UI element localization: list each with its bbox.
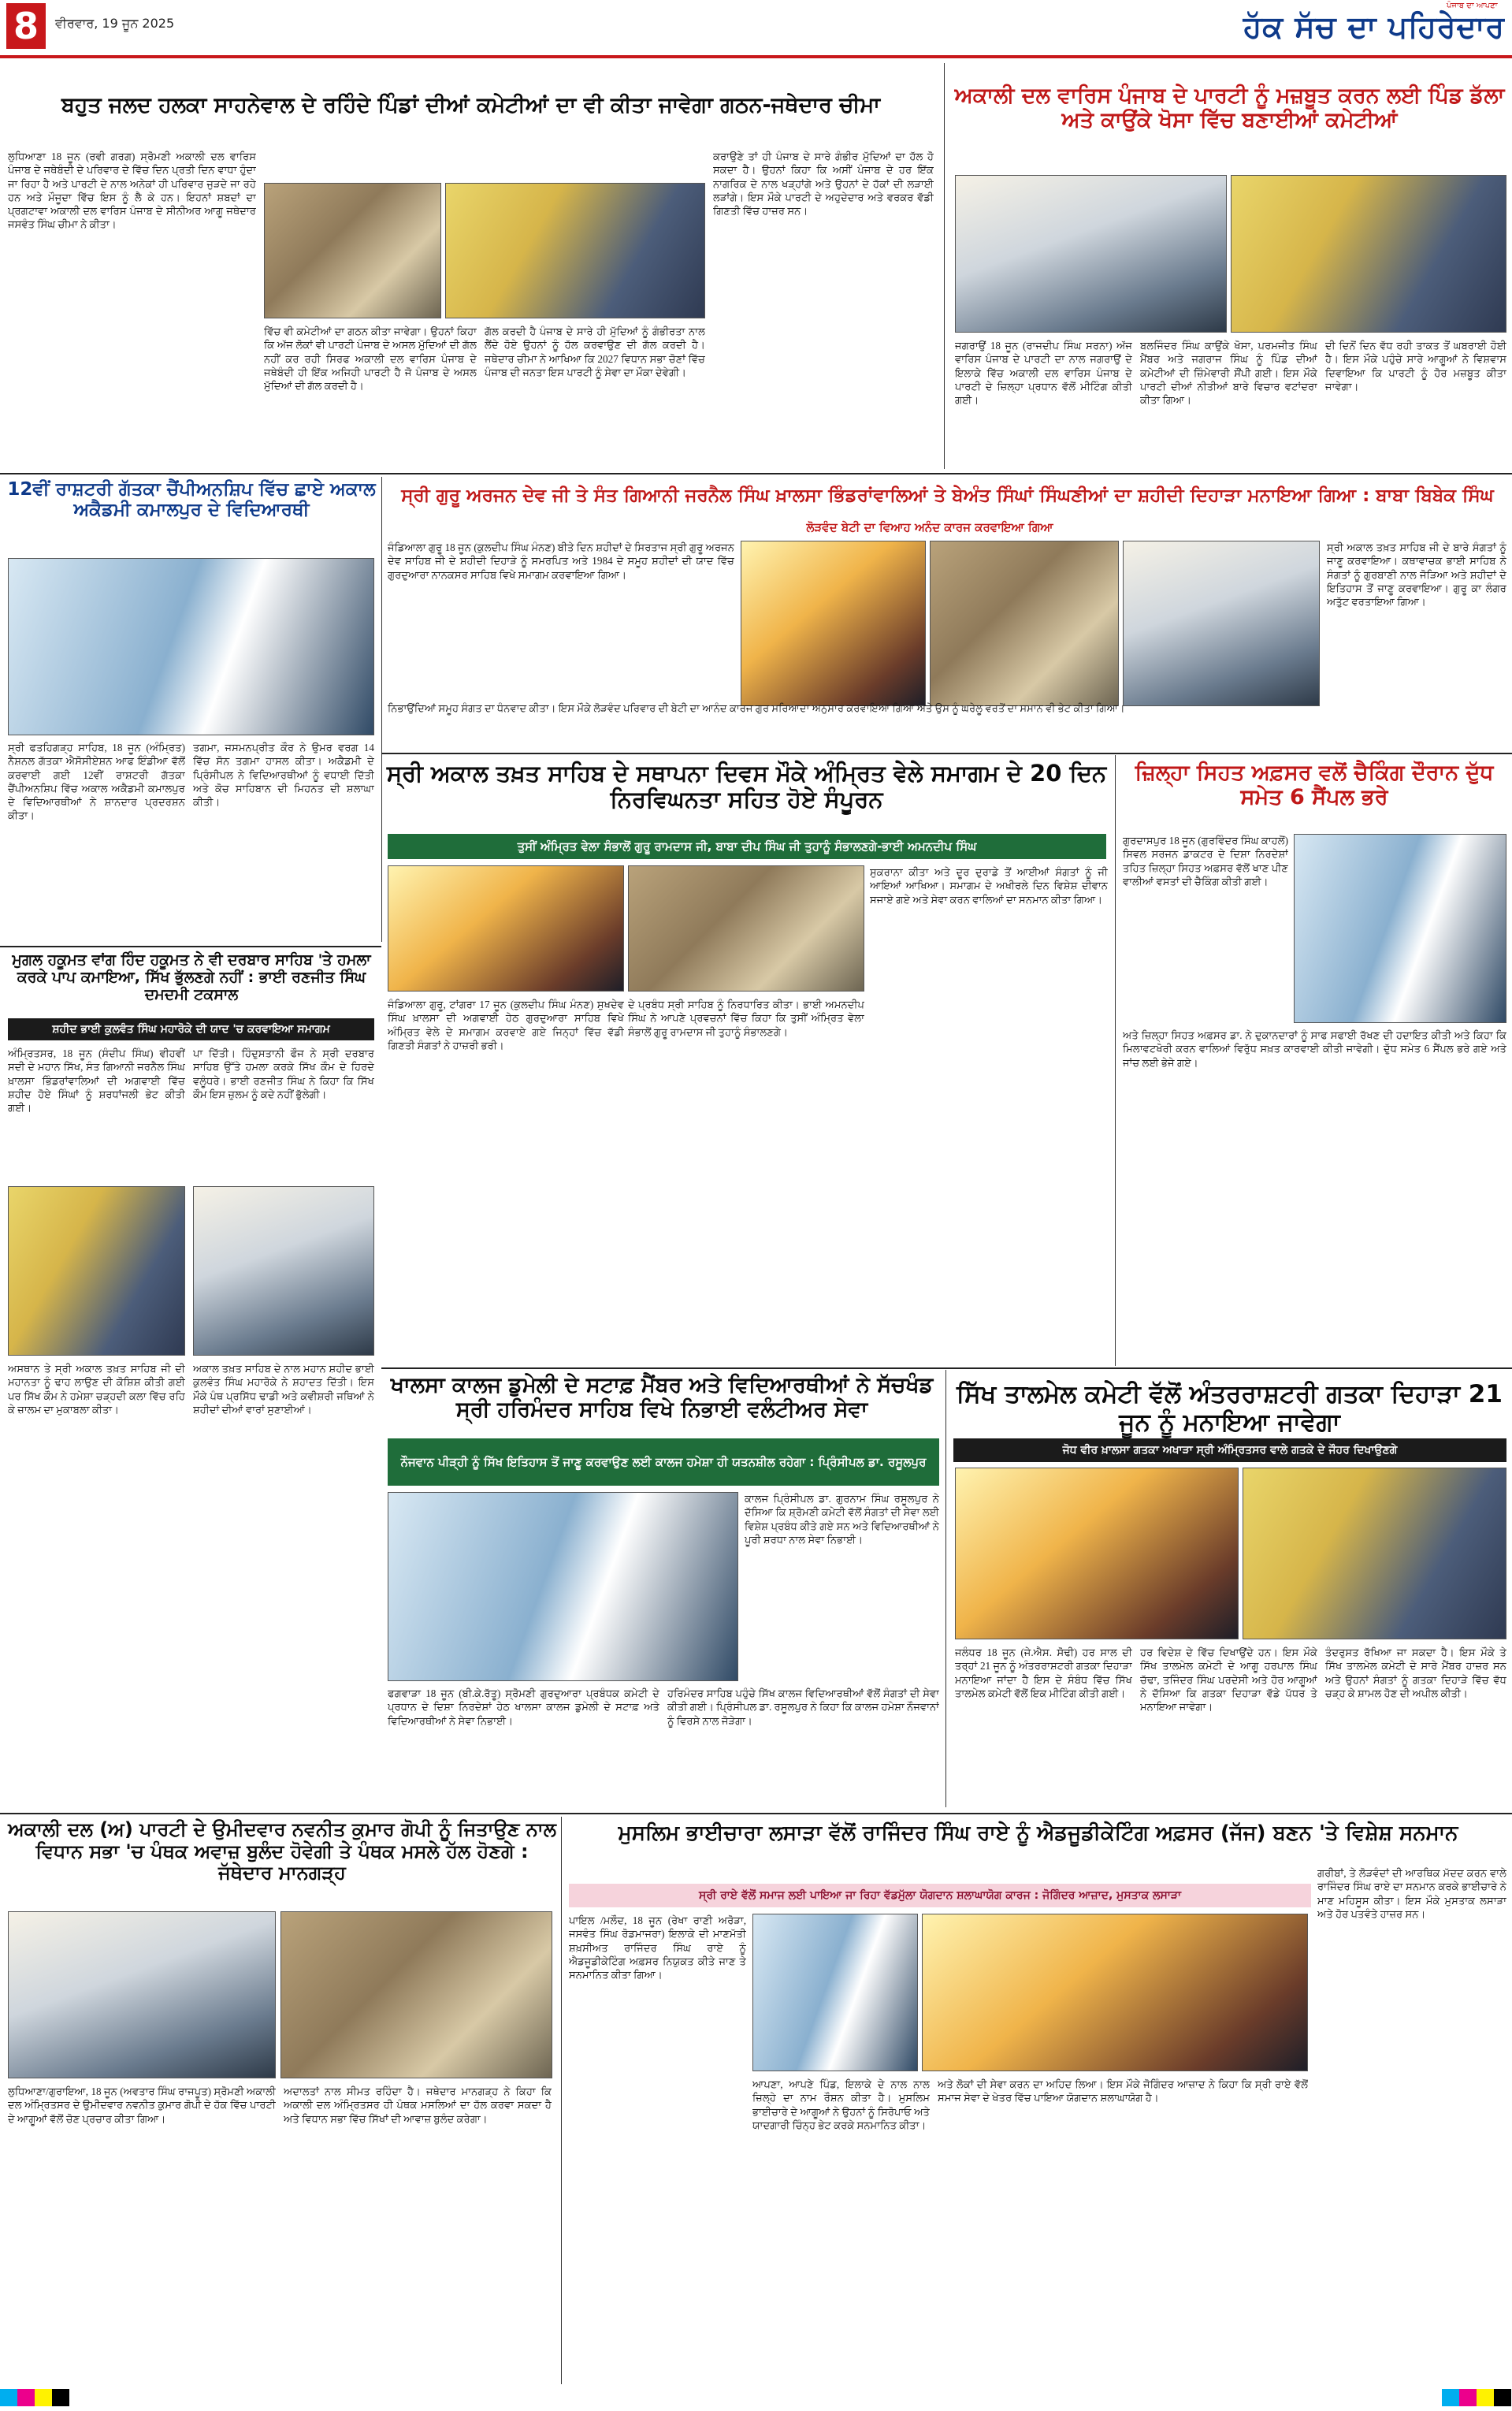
story11-photo-right (922, 1914, 1308, 2071)
story5-subheadline: ਸ਼ਹੀਦ ਭਾਈ ਕੁਲਵੰਤ ਸਿੰਘ ਮਹਾਰੋਕੇ ਦੀ ਯਾਦ 'ਚ ਕਰਵਾਇਆ ਸਮਾਗਮ (8, 1018, 374, 1040)
vrule-top (944, 63, 945, 469)
story6-col3: ਸੁਕਰਾਨਾ ਕੀਤਾ ਅਤੇ ਦੂਰ ਦੁਰਾਡੇ ਤੋਂ ਆਈਆਂ ਸੰਗਤਾਂ ਨੂੰ ਜੀ ਆਇਆਂ ਆਖਿਆ। ਸਮਾਗਮ ਦੇ ਅਖੀਰਲੇ ਦਿਨ ਵਿਸ਼ੇਸ਼ ਦੀਵਾਨ ਸਜਾਏ ਗਏ ਅਤੇ ਸੇਵਾ ਕਰਨ ਵਾਲਿਆਂ ਦਾ ਸਨਮਾਨ ਕੀਤਾ ਗਿਆ। (870, 866, 1108, 906)
story8-col1: ਫਗਵਾੜਾ 18 ਜੂਨ (ਬੀ.ਕੇ.ਰੱਤੂ) ਸ੍ਰੋਮਣੀ ਗੁਰਦੁਆਰਾ ਪ੍ਰਬੰਧਕ ਕਮੇਟੀ ਦੇ ਪ੍ਰਧਾਨ ਦੇ ਦਿਸ਼ਾ ਨਿਰਦੇਸ਼ਾਂ ਹੇਠ ਖਾਲਸਾ ਕਾਲਜ ਡੁਮੇਲੀ ਦੇ ਸਟਾਫ਼ ਅਤੇ ਵਿਦਿਆਰਥੀਆਂ ਨੇ ਸੇਵਾ ਨਿਭਾਈ। (388, 1687, 659, 1727)
story10-photo-left (8, 1911, 276, 2078)
story1-col4: ਕਰਾਉਣੇ ਤਾਂ ਹੀ ਪੰਜਾਬ ਦੇ ਸਾਰੇ ਗੰਭੀਰ ਮੁੱਦਿਆਂ ਦਾ ਹੱਲ ਹੋ ਸਕਦਾ ਹੈ। ਉਹਨਾਂ ਕਿਹਾ ਕਿ ਅਸੀਂ ਪੰਜਾਬ ਦੇ ਹਰ ਇੱਕ ਨਾਗਰਿਕ ਦੇ ਨਾਲ ਖੜ੍ਹਾਂਗੇ ਅਤੇ ਉਹਨਾਂ ਦੇ ਹੱਕਾਂ ਦੀ ਲੜਾਈ ਲੜਾਂਗੇ। ਇਸ ਮੌਕੇ ਪਾਰਟੀ ਦੇ ਅਹੁਦੇਦਾਰ ਅਤੇ ਵਰਕਰ ਵੱਡੀ ਗਿਣਤੀ ਵਿੱਚ ਹਾਜ਼ਰ ਸਨ। (713, 151, 934, 218)
story1-col1: ਲੁਧਿਆਣਾ 18 ਜੂਨ (ਰਵੀ ਗਰਗ) ਸ੍ਰੋਮਣੀ ਅਕਾਲੀ ਦਲ ਵਾਰਿਸ ਪੰਜਾਬ ਦੇ ਜਥੇਬੰਦੀ ਦੇ ਪਰਿਵਾਰ ਦੇ ਵਿੱਚ ਦਿਨ ਪ੍ਰਤੀ ਦਿਨ ਵਾਧਾ ਹੁੰਦਾ ਜਾ ਰਿਹਾ ਹੈ ਅਤੇ ਪਾਰਟੀ ਦੇ ਨਾਲ ਅਨੇਕਾਂ ਹੀ ਪਰਿਵਾਰ ਜੁੜਦੇ ਜਾ ਰਹੇ ਹਨ ਅਤੇ ਮੌਜੂਦਾ ਵਿੱਚ ਇਸ ਨੂੰ ਲੈ ਕੇ ਹਨ। ਇਹਨਾਂ ਸ਼ਬਦਾਂ ਦਾ ਪ੍ਰਗਟਾਵਾ ਅਕਾਲੀ ਦਲ ਵਾਰਿਸ ਪੰਜਾਬ ਦੇ ਸੀਨੀਅਰ ਆਗੂ ਜਥੇਦਾਰ ਜਸਵੰਤ ਸਿੰਘ ਚੀਮਾ ਨੇ ਕੀਤਾ। (8, 151, 256, 231)
masthead (0, 0, 1512, 55)
story2-col1: ਜਗਰਾਉਂ 18 ਜੂਨ (ਰਾਜਦੀਪ ਸਿੰਘ ਸਰਨਾ) ਅੱਜ ਵਾਰਿਸ ਪੰਜਾਬ ਦੇ ਪਾਰਟੀ ਦਾ ਨਾਲ ਜਗਰਾਉਂ ਦੇ ਇਲਾਕੇ ਵਿੱਚ ਅਕਾਲੀ ਦਲ ਵਾਰਿਸ ਪੰਜਾਬ ਦੇ ਪਾਰਟੀ ਦੇ ਜ਼ਿਲ੍ਹਾ ਪ੍ਰਧਾਨ ਵੱਲੋਂ ਮੀਟਿੰਗ ਕੀਤੀ ਗਈ। (955, 340, 1132, 407)
story5-col3: ਅਸਥਾਨ ਤੇ ਸ੍ਰੀ ਅਕਾਲ ਤਖ਼ਤ ਸਾਹਿਬ ਜੀ ਦੀ ਮਹਾਨਤਾ ਨੂੰ ਢਾਹ ਲਾਉਣ ਦੀ ਕੋਸ਼ਿਸ਼ ਕੀਤੀ ਗਈ ਪਰ ਸਿੱਖ ਕੌਮ ਨੇ ਹਮੇਸ਼ਾ ਚੜ੍ਹਦੀ ਕਲਾ ਵਿੱਚ ਰਹਿ ਕੇ ਜ਼ਾਲਮ ਦਾ ਮੁਕਾਬਲਾ ਕੀਤਾ। (8, 1363, 185, 1416)
story10-col2: ਅਦਾਲਤਾਂ ਨਾਲ ਸੀਮਤ ਰਹਿੰਦਾ ਹੈ। ਜਥੇਦਾਰ ਮਾਨਗੜ੍ਹ ਨੇ ਕਿਹਾ ਕਿ ਅਕਾਲੀ ਦਲ ਅੰਮ੍ਰਿਤਸਰ ਹੀ ਪੰਥਕ ਮਸਲਿਆਂ ਦਾ ਹੱਲ ਕਰਵਾ ਸਕਦਾ ਹੈ ਅਤੇ ਵਿਧਾਨ ਸਭਾ ਵਿੱਚ ਸਿੱਖਾਂ ਦੀ ਆਵਾਜ਼ ਬੁਲੰਦ ਕਰੇਗਾ। (284, 2085, 552, 2125)
story5-headline: ਮੁਗਲ ਹਕੂਮਤ ਵਾਂਗ ਹਿੰਦ ਹਕੂਮਤ ਨੇ ਵੀ ਦਰਬਾਰ ਸਾਹਿਬ 'ਤੇ ਹਮਲਾ ਕਰਕੇ ਪਾਪ ਕਮਾਇਆ, ਸਿੱਖ ਭੁੱਲਣਗੇ ਨਹੀਂ : ਭਾਈ ਰਣਜੀਤ ਸਿੰਘ ਦਮਦਮੀ ਟਕਸਾਲ (12, 951, 371, 1003)
story3-photo (8, 558, 374, 735)
story4-photo-2 (930, 541, 1119, 706)
story11-col2: ਆਪਣਾ, ਆਪਣੇ ਪਿੰਡ, ਇਲਾਕੇ ਦੇ ਨਾਲ ਨਾਲ ਜ਼ਿਲ੍ਹੇ ਦਾ ਨਾਮ ਰੌਸ਼ਨ ਕੀਤਾ ਹੈ। ਮੁਸਲਿਮ ਭਾਈਚਾਰੇ ਦੇ ਆਗੂਆਂ ਨੇ ਉਹਨਾਂ ਨੂੰ ਸਿਰੋਪਾਓ ਅਤੇ ਯਾਦਗਾਰੀ ਚਿੰਨ੍ਹ ਭੇਟ ਕਰਕੇ ਸਨਮਾਨਿਤ ਕੀਤਾ। (752, 2078, 930, 2131)
story8-photo (388, 1492, 738, 1681)
story4-photo-1 (741, 541, 926, 706)
story4-subheadline: ਲੋੜਵੰਦ ਬੇਟੀ ਦਾ ਵਿਆਹ ਅਨੰਦ ਕਾਰਜ ਕਰਵਾਇਆ ਗਿਆ (806, 520, 1053, 534)
story3-col1: ਸ੍ਰੀ ਫਤਹਿਗੜ੍ਹ ਸਾਹਿਬ, 18 ਜੂਨ (ਅੰਮ੍ਰਿਤ) ਨੈਸ਼ਨਲ ਗੱਤਕਾ ਐਸੋਸੀਏਸ਼ਨ ਆਫ ਇੰਡੀਆ ਵੱਲੋਂ ਕਰਵਾਈ ਗਈ 12ਵੀਂ ਰਾਸ਼ਟਰੀ ਗੱਤਕਾ ਚੈਂਪੀਅਨਸ਼ਿਪ ਵਿੱਚ ਅਕਾਲ ਅਕੈਡਮੀ ਕਮਾਲਪੁਰ ਦੇ ਵਿਦਿਆਰਥੀਆਂ ਨੇ ਸ਼ਾਨਦਾਰ ਪ੍ਰਦਰਸ਼ਨ ਕੀਤਾ। (8, 742, 185, 822)
story7-col2: ਅਤੇ ਜ਼ਿਲ੍ਹਾ ਸਿਹਤ ਅਫ਼ਸਰ ਡਾ. ਨੇ ਦੁਕਾਨਦਾਰਾਂ ਨੂੰ ਸਾਫ ਸਫਾਈ ਰੱਖਣ ਦੀ ਹਦਾਇਤ ਕੀਤੀ ਅਤੇ ਕਿਹਾ ਕਿ ਮਿਲਾਵਟਖੋਰੀ ਕਰਨ ਵਾਲਿਆਂ ਵਿਰੁੱਧ ਸਖ਼ਤ ਕਾਰਵਾਈ ਕੀਤੀ ਜਾਵੇਗੀ। ਦੁੱਧ ਸਮੇਤ 6 ਸੈਂਪਲ ਭਰੇ ਗਏ ਅਤੇ ਜਾਂਚ ਲਈ ਭੇਜੇ ਗਏ। (1123, 1029, 1506, 1069)
story3-headline: 12ਵੀਂ ਰਾਸ਼ਟਰੀ ਗੱਤਕਾ ਚੈਂਪੀਅਨਸ਼ਿਪ ਵਿੱਚ ਛਾਏ ਅਕਾਲ ਅਕੈਡਮੀ ਕਮਾਲਪੁਰ ਦੇ ਵਿਦਿਆਰਥੀ (7, 479, 376, 521)
story4-photo-3 (1123, 541, 1320, 706)
issue-date: ਵੀਰਵਾਰ, 19 ਜੂਨ 2025 (55, 16, 175, 31)
story1-headline: ਬਹੁਤ ਜਲਦ ਹਲਕਾ ਸਾਹਨੇਵਾਲ ਦੇ ਰਹਿੰਦੇ ਪਿੰਡਾਂ ਦੀਆਂ ਕਮੇਟੀਆਂ ਦਾ ਵੀ ਕੀਤਾ ਜਾਵੇਗਾ ਗਠਨ-ਜਥੇਦਾਰ ਚੀਮਾ (61, 93, 881, 117)
story10-photo-right (280, 1911, 552, 2078)
story9-photo-left (955, 1468, 1239, 1639)
story8-headline: ਖਾਲਸਾ ਕਾਲਜ ਡੁਮੇਲੀ ਦੇ ਸਟਾਫ਼ ਮੈਂਬਰ ਅਤੇ ਵਿਦਿਆਰਥੀਆਂ ਨੇ ਸੱਚਖੰਡ ਸ੍ਰੀ ਹਰਿਮੰਦਰ ਸਾਹਿਬ ਵਿਖੇ ਨਿਭਾਈ ਵਲੰਟੀਅਰ ਸੇਵਾ (390, 1373, 934, 1423)
story4-col1: ਜੰਡਿਆਲਾ ਗੁਰੂ 18 ਜੂਨ (ਕੁਲਦੀਪ ਸਿੰਘ ਮੰਨਣ) ਬੀਤੇ ਦਿਨ ਸ਼ਹੀਦਾਂ ਦੇ ਸਿਰਤਾਜ ਸ੍ਰੀ ਗੁਰੂ ਅਰਜਨ ਦੇਵ ਸਾਹਿਬ ਜੀ ਦੇ ਸ਼ਹੀਦੀ ਦਿਹਾੜੇ ਨੂੰ ਸਮਰਪਿਤ ਅਤੇ 1984 ਦੇ ਸਮੂਹ ਸ਼ਹੀਦਾਂ ਦੀ ਯਾਦ ਵਿੱਚ ਗੁਰਦੁਆਰਾ ਨਾਨਕਸਰ ਸਾਹਿਬ ਵਿਖੇ ਸਮਾਗਮ ਕਰਵਾਇਆ ਗਿਆ। (388, 541, 734, 581)
vrule-mid (1115, 755, 1116, 1366)
hrule-3 (0, 946, 381, 947)
story11-subheadline: ਸ੍ਰੀ ਰਾਏ ਵੱਲੋਂ ਸਮਾਜ ਲਈ ਪਾਇਆ ਜਾ ਰਿਹਾ ਵੱਡਮੁੱਲਾ ਯੋਗਦਾਨ ਸ਼ਲਾਘਾਯੋਗ ਕਾਰਜ : ਜੋਗਿੰਦਰ ਆਜ਼ਾਦ, ਮੁਸਤਾਕ ਲਸਾੜਾ (569, 1884, 1311, 1907)
story9-headline: ਸਿੱਖ ਤਾਲਮੇਲ ਕਮੇਟੀ ਵੱਲੋਂ ਅੰਤਰਰਾਸ਼ਟਰੀ ਗਤਕਾ ਦਿਹਾੜਾ 21 ਜੂਨ ਨੂੰ ਮਨਾਇਆ ਜਾਵੇਗਾ (957, 1380, 1503, 1437)
masthead-rule (0, 55, 1512, 58)
story10-col1: ਲੁਧਿਆਣਾ/ਗੁਰਾਇਆ, 18 ਜੂਨ (ਅਵਤਾਰ ਸਿੰਘ ਰਾਜਪੂਤ) ਸ੍ਰੋਮਣੀ ਅਕਾਲੀ ਦਲ ਅੰਮ੍ਰਿਤਸਰ ਦੇ ਉਮੀਦਵਾਰ ਨਵਨੀਤ ਕੁਮਾਰ ਗੋਪੀ ਦੇ ਹੱਕ ਵਿੱਚ ਪਾਰਟੀ ਦੇ ਆਗੂਆਂ ਵੱਲੋਂ ਚੋਣ ਪ੍ਰਚਾਰ ਕੀਤਾ ਗਿਆ। (8, 2085, 276, 2125)
story11-col3: ਅਤੇ ਲੋਕਾਂ ਦੀ ਸੇਵਾ ਕਰਨ ਦਾ ਅਹਿਦ ਲਿਆ। ਇਸ ਮੌਕੇ ਜੋਗਿੰਦਰ ਆਜ਼ਾਦ ਨੇ ਕਿਹਾ ਕਿ ਸ੍ਰੀ ਰਾਏ ਵੱਲੋਂ ਸਮਾਜ ਸੇਵਾ ਦੇ ਖੇਤਰ ਵਿੱਚ ਪਾਇਆ ਯੋਗਦਾਨ ਸ਼ਲਾਘਾਯੋਗ ਹੈ। (938, 2078, 1308, 2104)
story10-headline: ਅਕਾਲੀ ਦਲ (ਅ) ਪਾਰਟੀ ਦੇ ਉਮੀਦਵਾਰ ਨਵਨੀਤ ਕੁਮਾਰ ਗੋਪੀ ਨੂੰ ਜਿਤਾਉਣ ਨਾਲ ਵਿਧਾਨ ਸਭਾ 'ਚ ਪੰਥਕ ਅਵਾਜ਼ ਬੁਲੰਦ ਹੋਵੇਗੀ ਤੇ ਪੰਥਕ ਮਸਲੇ ਹੱਲ ਹੋਣਗੇ : ਜੱਥੇਦਾਰ ਮਾਨਗੜ੍ਹ (8, 1818, 556, 1885)
story6-photo-2 (628, 865, 864, 992)
story8-col3: ਕਾਲਜ ਪ੍ਰਿੰਸੀਪਲ ਡਾ. ਗੁਰਨਾਮ ਸਿੰਘ ਰਸੂਲਪੁਰ ਨੇ ਦੱਸਿਆ ਕਿ ਸ਼੍ਰੋਮਣੀ ਕਮੇਟੀ ਵੱਲੋਂ ਸੰਗਤਾਂ ਦੀ ਸੇਵਾ ਲਈ ਵਿਸ਼ੇਸ਼ ਪ੍ਰਬੰਧ ਕੀਤੇ ਗਏ ਸਨ ਅਤੇ ਵਿਦਿਆਰਥੀਆਂ ਨੇ ਪੂਰੀ ਸ਼ਰਧਾ ਨਾਲ ਸੇਵਾ ਨਿਭਾਈ। (745, 1493, 939, 1546)
story11-col1: ਪਾਇਲ /ਮਲੌਦ, 18 ਜੂਨ (ਰੇਖਾ ਰਾਣੀ ਅਰੋੜਾ, ਜਸਵੰਤ ਸਿੰਘ ਰੋਡਮਾਜਰਾ) ਇਲਾਕੇ ਦੀ ਮਾਣਮੱਤੀ ਸ਼ਖ਼ਸੀਅਤ ਰਾਜਿੰਦਰ ਸਿੰਘ ਰਾਏ ਨੂੰ ਐਡਜੂਡੀਕੇਟਿੰਗ ਅਫ਼ਸਰ ਨਿਯੁਕਤ ਕੀਤੇ ਜਾਣ ਤੇ ਸਨਮਾਨਿਤ ਕੀਤਾ ਗਿਆ। (569, 1914, 746, 1981)
hrule-2 (381, 753, 1512, 754)
story8-subheadline: ਨੌਜਵਾਨ ਪੀੜ੍ਹੀ ਨੂੰ ਸਿੱਖ ਇਤਿਹਾਸ ਤੋਂ ਜਾਣੂ ਕਰਵਾਉਣ ਲਈ ਕਾਲਜ ਹਮੇਸ਼ਾ ਹੀ ਯਤਨਸ਼ੀਲ ਰਹੇਗਾ : ਪ੍ਰਿੰਸੀਪਲ ਡਾ. ਰਸੂਲਪੁਰ (388, 1438, 939, 1486)
story11-col4: ਗਰੀਬਾਂ, ਤੇ ਲੋੜਵੰਦਾਂ ਦੀ ਆਰਥਿਕ ਮੱਦਦ ਕਰਨ ਵਾਲੇ ਰਾਜਿੰਦਰ ਸਿੰਘ ਰਾਏ ਦਾ ਸਨਮਾਨ ਕਰਕੇ ਭਾਈਚਾਰੇ ਨੇ ਮਾਣ ਮਹਿਸੂਸ ਕੀਤਾ। ਇਸ ਮੌਕੇ ਮੁਸਤਾਕ ਲਸਾੜਾ ਅਤੇ ਹੋਰ ਪਤਵੰਤੇ ਹਾਜ਼ਰ ਸਨ। (1317, 1867, 1506, 1920)
story2-headline: ਅਕਾਲੀ ਦਲ ਵਾਰਿਸ ਪੰਜਾਬ ਦੇ ਪਾਰਟੀ ਨੂੰ ਮਜ਼ਬੂਤ ਕਰਨ ਲਈ ਪਿੰਡ ਡੱਲਾ ਅਤੇ ਕਾਉਂਕੇ ਖੋਸਾ ਵਿੱਚ ਬਣਾਈਆਂ ਕਮੇਟੀਆਂ (954, 84, 1505, 133)
page-number: 8 (6, 3, 46, 49)
story7-photo (1294, 834, 1506, 1023)
story1-col2: ਵਿੱਚ ਵੀ ਕਮੇਟੀਆਂ ਦਾ ਗਠਨ ਕੀਤਾ ਜਾਵੇਗਾ। ਉਹਨਾਂ ਕਿਹਾ ਕਿ ਅੱਜ ਲੋਕਾਂ ਵੀ ਪਾਰਟੀ ਪੰਜਾਬ ਦੇ ਅਸਲ ਮੁੱਦਿਆਂ ਦੀ ਗੱਲ ਨਹੀਂ ਕਰ ਰਹੀ ਸਿਰਫ ਅਕਾਲੀ ਦਲ ਵਾਰਿਸ ਪੰਜਾਬ ਦੇ ਜਥੇਬੰਦੀ ਹੀ ਇੱਕ ਅਜਿਹੀ ਪਾਰਟੀ ਹੈ ਜੋ ਪੰਜਾਬ ਦੇ ਅਸਲ ਮੁੱਦਿਆਂ ਦੀ ਗੱਲ ਕਰਦੀ ਹੈ। (264, 326, 477, 393)
story4-col3: ਸ੍ਰੀ ਅਕਾਲ ਤਖ਼ਤ ਸਾਹਿਬ ਜੀ ਦੇ ਬਾਰੇ ਸੰਗਤਾਂ ਨੂੰ ਜਾਣੂ ਕਰਵਾਇਆ। ਕਥਾਵਾਚਕ ਭਾਈ ਸਾਹਿਬ ਨੇ ਸੰਗਤਾਂ ਨੂੰ ਗੁਰਬਾਣੀ ਨਾਲ ਜੋੜਿਆ ਅਤੇ ਸ਼ਹੀਦਾਂ ਦੇ ਇਤਿਹਾਸ ਤੋਂ ਜਾਣੂ ਕਰਵਾਇਆ। ਗੁਰੂ ਕਾ ਲੰਗਰ ਅਤੁੱਟ ਵਰਤਾਇਆ ਗਿਆ। (1327, 541, 1506, 608)
story4-headline: ਸ੍ਰੀ ਗੁਰੂ ਅਰਜਨ ਦੇਵ ਜੀ ਤੇ ਸੰਤ ਗਿਆਨੀ ਜਰਨੈਲ ਸਿੰਘ ਖ਼ਾਲਸਾ ਭਿੰਡਰਾਂਵਾਲਿਆਂ ਤੇ ਬੇਅੰਤ ਸਿੰਘਾਂ ਸਿੰਘਣੀਆਂ ਦਾ ਸ਼ਹੀਦੀ ਦਿਹਾੜਾ ਮਨਾਇਆ ਗਿਆ : ਬਾਬਾ ਬਿਬੇਕ ਸਿੰਘ (401, 486, 1494, 506)
story6-col1: ਜੰਡਿਆਲਾ ਗੁਰੂ, ਟਾਂਗਰਾ 17 ਜੂਨ (ਕੁਲਦੀਪ ਸਿੰਘ ਮੰਨਣ) ਸੁਖਦੇਵ ਸਿੰਘ ਖ਼ਾਲਸਾ ਦੀ ਅਗਵਾਈ ਹੇਠ ਗੁਰਦੁਆਰਾ ਸਾਹਿਬ ਵਿਖੇ ਅੰਮ੍ਰਿਤ ਵੇਲੇ ਦੇ ਸਮਾਗਮ ਕਰਵਾਏ ਗਏ ਜਿਨ੍ਹਾਂ ਵਿੱਚ ਵੱਡੀ ਗਿਣਤੀ ਸੰਗਤਾਂ ਨੇ ਹਾਜ਼ਰੀ ਭਰੀ। (388, 999, 624, 1051)
story9-subheadline: ਜੋਧ ਵੀਰ ਖ਼ਾਲਸਾ ਗਤਕਾ ਅਖਾੜਾ ਸ੍ਰੀ ਅੰਮ੍ਰਿਤਸਰ ਵਾਲੇ ਗਤਕੇ ਦੇ ਜੌਹਰ ਦਿਖਾਉਣਗੇ (953, 1438, 1506, 1462)
story5-col1: ਅੰਮ੍ਰਿਤਸਰ, 18 ਜੂਨ (ਸੰਦੀਪ ਸਿੰਘ) ਵੀਹਵੀਂ ਸਦੀ ਦੇ ਮਹਾਨ ਸਿੱਖ, ਸੰਤ ਗਿਆਨੀ ਜਰਨੈਲ ਸਿੰਘ ਖ਼ਾਲਸਾ ਭਿੰਡਰਾਂਵਾਲਿਆਂ ਦੀ ਅਗਵਾਈ ਵਿੱਚ ਸ਼ਹੀਦ ਹੋਏ ਸਿੰਘਾਂ ਨੂੰ ਸ਼ਰਧਾਂਜਲੀ ਭੇਟ ਕੀਤੀ ਗਈ। (8, 1047, 185, 1114)
story11-headline: ਮੁਸਲਿਮ ਭਾਈਚਾਰਾ ਲਸਾੜਾ ਵੱਲੋਂ ਰਾਜਿੰਦਰ ਸਿੰਘ ਰਾਏ ਨੂੰ ਐਡਜੂਡੀਕੇਟਿੰਗ ਅਫ਼ਸਰ (ਜੱਜ) ਬਣਨ 'ਤੇ ਵਿਸ਼ੇਸ਼ ਸਨਮਾਨ (618, 1821, 1458, 1845)
vrule-left (381, 477, 382, 942)
story2-photo-right (1231, 175, 1506, 333)
story7-col1: ਗੁਰਦਾਸਪੁਰ 18 ਜੂਨ (ਗੁਰਵਿੰਦਰ ਸਿੰਘ ਕਾਹਲੋਂ) ਸਿਵਲ ਸਰਜਨ ਡਾਕਟਰ ਦੇ ਦਿਸ਼ਾ ਨਿਰਦੇਸ਼ਾਂ ਤਹਿਤ ਜ਼ਿਲ੍ਹਾ ਸਿਹਤ ਅਫ਼ਸਰ ਵੱਲੋਂ ਖਾਣ ਪੀਣ ਵਾਲੀਆਂ ਵਸਤਾਂ ਦੀ ਚੈਕਿੰਗ ਕੀਤੀ ਗਈ। (1123, 835, 1288, 887)
story11-photo-left (752, 1914, 918, 2071)
story5-photo-right (193, 1186, 374, 1356)
brand-tagline: ਪੰਜਾਬ ਦਾ ਆਪਣਾ (1447, 2, 1498, 10)
story9-col3: ਤੰਦਰੁਸਤ ਰੱਖਿਆ ਜਾ ਸਕਦਾ ਹੈ। ਇਸ ਮੌਕੇ ਤੇ ਸਿੱਖ ਤਾਲਮੇਲ ਕਮੇਟੀ ਦੇ ਸਾਰੇ ਮੈਂਬਰ ਹਾਜ਼ਰ ਸਨ ਅਤੇ ਉਹਨਾਂ ਸੰਗਤਾਂ ਨੂੰ ਗਤਕਾ ਦਿਹਾੜੇ ਵਿੱਚ ਵੱਧ ਚੜ੍ਹ ਕੇ ਸ਼ਾਮਲ ਹੋਣ ਦੀ ਅਪੀਲ ਕੀਤੀ। (1325, 1646, 1506, 1699)
story1-photo-left (264, 183, 441, 318)
story3-col2: ਤਗਮਾ, ਜਸਮਨਪ੍ਰੀਤ ਕੌਰ ਨੇ ਉਮਰ ਵਰਗ 14 ਵਿੱਚ ਸੋਨ ਤਗਮਾ ਹਾਸਲ ਕੀਤਾ। ਅਕੈਡਮੀ ਦੇ ਪ੍ਰਿੰਸੀਪਲ ਨੇ ਵਿਦਿਆਰਥੀਆਂ ਨੂੰ ਵਧਾਈ ਦਿੱਤੀ ਅਤੇ ਕੋਚ ਸਾਹਿਬਾਨ ਦੀ ਮਿਹਨਤ ਦੀ ਸ਼ਲਾਘਾ ਕੀਤੀ। (193, 742, 374, 809)
story9-photo-right (1243, 1468, 1506, 1639)
story2-col3: ਦੀ ਦਿਨੋਂ ਦਿਨ ਵੱਧ ਰਹੀ ਤਾਕਤ ਤੋਂ ਘਬਰਾਈ ਹੋਈ ਹੈ। ਇਸ ਮੌਕੇ ਪਹੁੰਚੇ ਸਾਰੇ ਆਗੂਆਂ ਨੇ ਵਿਸ਼ਵਾਸ ਦਿਵਾਇਆ ਕਿ ਪਾਰਟੀ ਨੂੰ ਹੋਰ ਮਜ਼ਬੂਤ ਕੀਤਾ ਜਾਵੇਗਾ। (1325, 340, 1506, 393)
story6-col2: ਦੇ ਪ੍ਰਬੰਧ ਸ੍ਰੀ ਸਾਹਿਬ ਨੂੰ ਨਿਰਧਾਰਿਤ ਕੀਤਾ। ਭਾਈ ਅਮਨਦੀਪ ਸਿੰਘ ਨੇ ਆਪਣੇ ਪ੍ਰਵਚਨਾਂ ਵਿੱਚ ਕਿਹਾ ਕਿ ਤੁਸੀਂ ਅੰਮ੍ਰਿਤ ਵੇਲਾ ਸੰਭਾਲੋਂ ਗੁਰੂ ਰਾਮਦਾਸ ਜੀ ਤੁਹਾਨੂੰ ਸੰਭਾਲਣਗੇ। (628, 999, 864, 1038)
brand-logo: ਹੱਕ ਸੱਚ ਦਾ ਪਹਿਰੇਦਾਰ (1243, 9, 1505, 44)
story6-photo-1 (388, 865, 624, 992)
story9-col1: ਜਲੰਧਰ 18 ਜੂਨ (ਜੇ.ਐਸ. ਸੋਢੀ) ਹਰ ਸਾਲ ਦੀ ਤਰ੍ਹਾਂ 21 ਜੂਨ ਨੂੰ ਅੰਤਰਰਾਸ਼ਟਰੀ ਗਤਕਾ ਦਿਹਾੜਾ ਮਨਾਇਆ ਜਾਂਦਾ ਹੈ ਇਸ ਦੇ ਸੰਬੰਧ ਵਿੱਚ ਸਿੱਖ ਤਾਲਮੇਲ ਕਮੇਟੀ ਵੱਲੋਂ ਇਕ ਮੀਟਿੰਗ ਕੀਤੀ ਗਈ। (955, 1646, 1132, 1699)
story5-col2: ਪਾ ਦਿੱਤੀ। ਹਿੰਦੁਸਤਾਨੀ ਫੌਜ ਨੇ ਸ੍ਰੀ ਦਰਬਾਰ ਸਾਹਿਬ ਉੱਤੇ ਹਮਲਾ ਕਰਕੇ ਸਿੱਖ ਕੌਮ ਦੇ ਹਿਰਦੇ ਵਲੂੰਧਰੇ। ਭਾਈ ਰਣਜੀਤ ਸਿੰਘ ਨੇ ਕਿਹਾ ਕਿ ਸਿੱਖ ਕੌਮ ਇਸ ਜ਼ੁਲਮ ਨੂੰ ਕਦੇ ਨਹੀਂ ਭੁੱਲੇਗੀ। (193, 1047, 374, 1100)
hrule-1 (0, 473, 1512, 474)
color-calibration-strip-right (1442, 2389, 1511, 2406)
hrule-4 (381, 1367, 1512, 1369)
story1-col3: ਗੱਲ ਕਰਦੀ ਹੈ ਪੰਜਾਬ ਦੇ ਸਾਰੇ ਹੀ ਮੁੱਦਿਆਂ ਨੂੰ ਗੰਭੀਰਤਾ ਨਾਲ ਲੈਂਦੇ ਹੋਏ ਉਹਨਾਂ ਨੂੰ ਹੱਲ ਕਰਵਾਉਣ ਦੀ ਗੱਲ ਕਰਦੀ ਹੈ। ਜਥੇਦਾਰ ਚੀਮਾ ਨੇ ਆਖਿਆ ਕਿ 2027 ਵਿਧਾਨ ਸਭਾ ਚੋਣਾਂ ਵਿੱਚ ਪੰਜਾਬ ਦੀ ਜਨਤਾ ਇਸ ਪਾਰਟੀ ਨੂੰ ਸੇਵਾ ਦਾ ਮੌਕਾ ਦੇਵੇਗੀ। (485, 326, 705, 378)
story1-photo-right (445, 183, 705, 318)
story6-subheadline: ਤੁਸੀਂ ਅੰਮ੍ਰਿਤ ਵੇਲਾ ਸੰਭਾਲੋਂ ਗੁਰੂ ਰਾਮਦਾਸ ਜੀ, ਬਾਬਾ ਦੀਪ ਸਿੰਘ ਜੀ ਤੁਹਾਨੂੰ ਸੰਭਾਲਣਗੇ-ਭਾਈ ਅਮਨਦੀਪ ਸਿੰਘ (388, 834, 1106, 859)
hrule-5 (0, 1813, 1512, 1814)
story2-photo-left (955, 175, 1227, 333)
story5-col4: ਅਕਾਲ ਤਖ਼ਤ ਸਾਹਿਬ ਦੇ ਨਾਲ ਮਹਾਨ ਸ਼ਹੀਦ ਭਾਈ ਕੁਲਵੰਤ ਸਿੰਘ ਮਹਾਰੋਕੇ ਨੇ ਸ਼ਹਾਦਤ ਦਿੱਤੀ। ਇਸ ਮੌਕੇ ਪੰਥ ਪ੍ਰਸਿੱਧ ਢਾਡੀ ਅਤੇ ਕਵੀਸ਼ਰੀ ਜਥਿਆਂ ਨੇ ਸ਼ਹੀਦਾਂ ਦੀਆਂ ਵਾਰਾਂ ਸੁਣਾਈਆਂ। (193, 1363, 374, 1416)
story8-col2: ਹਰਿਮੰਦਰ ਸਾਹਿਬ ਪਹੁੰਚੇ ਸਿੱਖ ਕਾਲਜ ਵਿਦਿਆਰਥੀਆਂ ਵੱਲੋਂ ਸੰਗਤਾਂ ਦੀ ਸੇਵਾ ਕੀਤੀ ਗਈ। ਪ੍ਰਿੰਸੀਪਲ ਡਾ. ਰਸੂਲਪੁਰ ਨੇ ਕਿਹਾ ਕਿ ਕਾਲਜ ਹਮੇਸ਼ਾ ਨੌਜਵਾਨਾਂ ਨੂੰ ਵਿਰਸੇ ਨਾਲ ਜੋੜੇਗਾ। (667, 1687, 939, 1727)
story7-headline: ਜ਼ਿਲ੍ਹਾ ਸਿਹਤ ਅਫ਼ਸਰ ਵਲੋਂ ਚੈਕਿੰਗ ਦੌਰਾਨ ਦੁੱਧ ਸਮੇਤ 6 ਸੈਂਪਲ ਭਰੇ (1135, 761, 1494, 810)
story4-col2: ਨਿਭਾਉਂਦਿਆਂ ਸਮੂਹ ਸੰਗਤ ਦਾ ਧੰਨਵਾਦ ਕੀਤਾ। ਇਸ ਮੌਕੇ ਲੋੜਵੰਦ ਪਰਿਵਾਰ ਦੀ ਬੇਟੀ ਦਾ ਆਨੰਦ ਕਾਰਜ ਗੁਰ ਮਰਿਆਦਾ ਅਨੁਸਾਰ ਕਰਵਾਇਆ ਗਿਆ ਅਤੇ ਉਸ ਨੂੰ ਘਰੇਲੂ ਵਰਤੋਂ ਦਾ ਸਮਾਨ ਵੀ ਭੇਟ ਕੀਤਾ ਗਿਆ। (388, 702, 1125, 714)
story6-headline: ਸ੍ਰੀ ਅਕਾਲ ਤਖ਼ਤ ਸਾਹਿਬ ਦੇ ਸਥਾਪਨਾ ਦਿਵਸ ਮੌਕੇ ਅੰਮ੍ਰਿਤ ਵੇਲੇ ਸਮਾਗਮ ਦੇ 20 ਦਿਨ ਨਿਰਵਿਘਨਤਾ ਸਹਿਤ ਹੋਏ ਸੰਪੂਰਨ (386, 760, 1107, 813)
vrule-mid2 (945, 1370, 946, 1807)
story5-photo-left (8, 1186, 185, 1356)
vrule-bottom (561, 1817, 562, 2384)
story2-col2: ਬਲਜਿੰਦਰ ਸਿੰਘ ਕਾਉਂਕੇ ਖੋਸਾ, ਪਰਮਜੀਤ ਸਿੰਘ ਮੈਂਬਰ ਅਤੇ ਜਗਰਾਜ ਸਿੰਘ ਨੂੰ ਪਿੰਡ ਦੀਆਂ ਕਮੇਟੀਆਂ ਦੀ ਜ਼ਿੰਮੇਵਾਰੀ ਸੌਂਪੀ ਗਈ। ਇਸ ਮੌਕੇ ਪਾਰਟੀ ਦੀਆਂ ਨੀਤੀਆਂ ਬਾਰੇ ਵਿਚਾਰ ਵਟਾਂਦਰਾ ਕੀਤਾ ਗਿਆ। (1140, 340, 1317, 407)
story9-col2: ਹਰ ਵਿਦੇਸ਼ ਦੇ ਵਿੱਚ ਦਿਖਾਉਂਦੇ ਹਨ। ਇਸ ਮੌਕੇ ਸਿੱਖ ਤਾਲਮੇਲ ਕਮੇਟੀ ਦੇ ਆਗੂ ਹਰਪਾਲ ਸਿੰਘ ਚੱਢਾ, ਤਜਿੰਦਰ ਸਿੰਘ ਪਰਦੇਸੀ ਅਤੇ ਹੋਰ ਆਗੂਆਂ ਨੇ ਦੱਸਿਆ ਕਿ ਗਤਕਾ ਦਿਹਾੜਾ ਵੱਡੇ ਪੱਧਰ ਤੇ ਮਨਾਇਆ ਜਾਵੇਗਾ। (1140, 1646, 1317, 1713)
color-calibration-strip (0, 2389, 69, 2406)
